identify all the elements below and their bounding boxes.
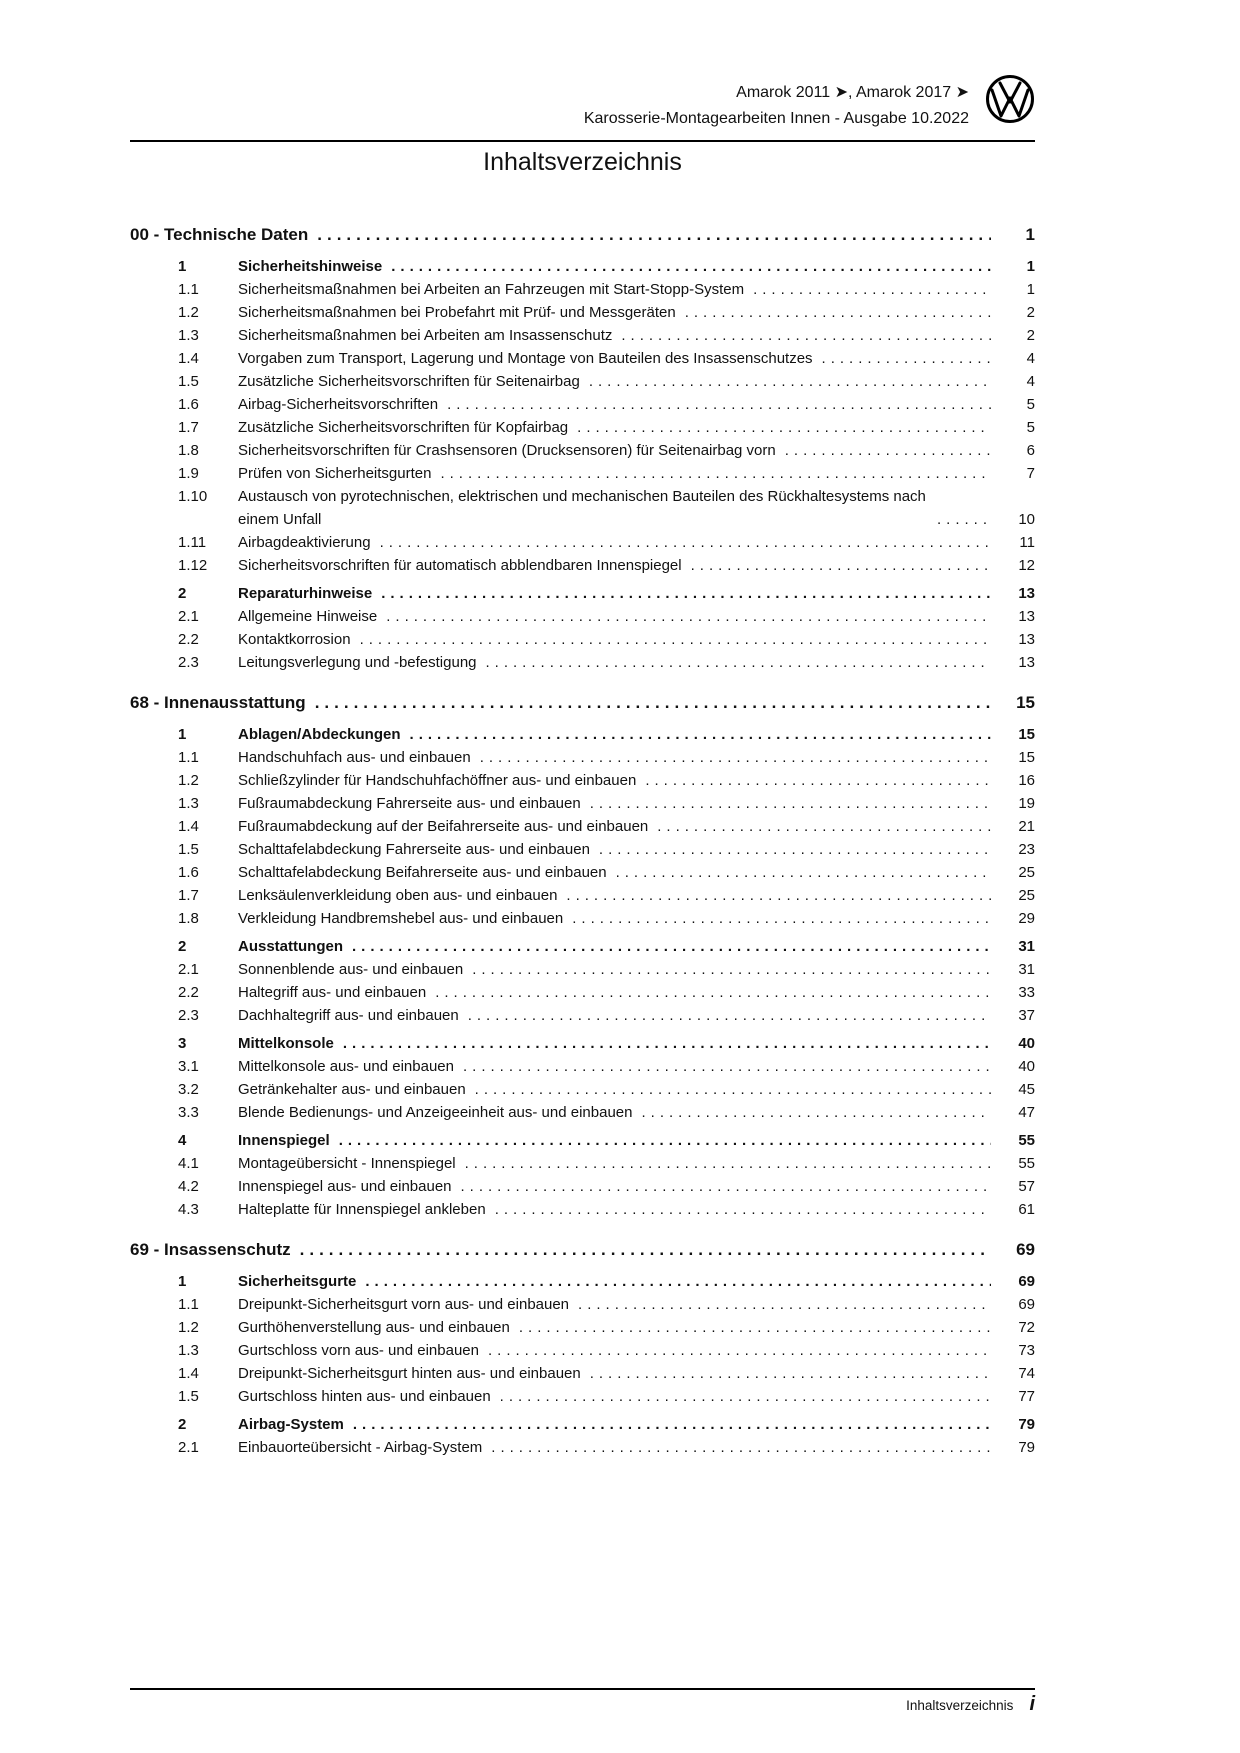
toc-entry-number: 4.3 bbox=[178, 1201, 199, 1218]
toc-page-number: 13 bbox=[1018, 654, 1035, 671]
toc-entry-title: Prüfen von Sicherheitsgurten bbox=[238, 465, 432, 482]
toc-entry-title: Airbag-System bbox=[238, 1416, 344, 1433]
toc-entry-title: Fußraumabdeckung auf der Beifahrerseite aus- und einbauen bbox=[238, 818, 649, 835]
toc-entry-number: 1.2 bbox=[178, 772, 199, 789]
dot-leader bbox=[440, 462, 991, 485]
dot-leader bbox=[590, 792, 991, 815]
toc-entry-row bbox=[130, 838, 1035, 861]
toc-entry-row bbox=[130, 1339, 1035, 1362]
toc-entry-title: Airbagdeaktivierung bbox=[238, 534, 371, 551]
toc-entry-title: Verkleidung Handbremshebel aus- und einbauen bbox=[238, 910, 564, 927]
toc-entry-number: 2 bbox=[178, 1416, 187, 1433]
toc-entry-number: 2.3 bbox=[178, 654, 199, 671]
toc-entry-row bbox=[130, 554, 1035, 577]
table-of-contents bbox=[130, 206, 1035, 1459]
toc-page-number: 15 bbox=[1018, 726, 1035, 743]
toc-entry-number: 2 bbox=[178, 938, 187, 955]
dot-leader bbox=[491, 1436, 991, 1459]
toc-entry-row bbox=[130, 958, 1035, 981]
dot-leader bbox=[657, 815, 991, 838]
toc-entry-title: Lenksäulenverkleidung oben aus- und einbauen bbox=[238, 887, 558, 904]
dot-leader bbox=[589, 370, 991, 393]
toc-entry-row bbox=[130, 255, 1035, 278]
dot-leader bbox=[785, 439, 991, 462]
toc-page-number: 4 bbox=[1026, 350, 1035, 367]
toc-entry-number: 1.3 bbox=[178, 1342, 199, 1359]
toc-entry-row bbox=[130, 981, 1035, 1004]
toc-page-number: 40 bbox=[1018, 1035, 1035, 1052]
dot-leader bbox=[317, 222, 991, 247]
toc-entry-number: 1.4 bbox=[178, 350, 199, 367]
toc-entry-number: 3.1 bbox=[178, 1058, 199, 1075]
toc-page-number: 31 bbox=[1018, 961, 1035, 978]
toc-entry-number: 1.2 bbox=[178, 304, 199, 321]
toc-entry-row bbox=[130, 861, 1035, 884]
toc-entry-row bbox=[130, 1270, 1035, 1293]
toc-entry-number: 2 bbox=[178, 585, 187, 602]
toc-entry-number: 1.6 bbox=[178, 864, 199, 881]
toc-entry-row bbox=[130, 1436, 1035, 1459]
toc-entry-row bbox=[130, 462, 1035, 485]
toc-entry-title: Austausch von pyrotechnischen, elektrischen und mechanischen Bauteilen des Rückhaltesystems nach einem Unfall bbox=[238, 488, 926, 528]
dot-leader bbox=[300, 1237, 991, 1262]
toc-entry-number: 1.7 bbox=[178, 887, 199, 904]
dot-leader bbox=[572, 907, 991, 930]
dot-leader bbox=[472, 958, 991, 981]
dot-leader bbox=[475, 1078, 991, 1101]
toc-entry-number: 4 bbox=[178, 1132, 187, 1149]
dot-leader bbox=[435, 981, 991, 1004]
toc-entry-number: 1.1 bbox=[178, 1296, 199, 1313]
toc-entry-row bbox=[130, 1032, 1035, 1055]
toc-page-number: 7 bbox=[1026, 465, 1035, 482]
toc-page-number: 40 bbox=[1018, 1058, 1035, 1075]
toc-entry-title: Sicherheitsvorschriften für Crashsensoren (Drucksensoren) für Seitenairbag vorn bbox=[238, 442, 776, 459]
toc-page-number: 33 bbox=[1018, 984, 1035, 1001]
toc-chapter-title: 68 - Innenausstattung bbox=[130, 693, 306, 712]
toc-entry-row bbox=[130, 605, 1035, 628]
toc-entry-title: Sicherheitsmaßnahmen bei Probefahrt mit Prüf- und Messgeräten bbox=[238, 304, 676, 321]
toc-entry-title: Dreipunkt-Sicherheitsgurt vorn aus- und einbauen bbox=[238, 1296, 570, 1313]
toc-entry-row bbox=[130, 1101, 1035, 1124]
toc-entry-row bbox=[130, 1078, 1035, 1101]
toc-page-number: 55 bbox=[1018, 1155, 1035, 1172]
toc-page-number: 79 bbox=[1018, 1439, 1035, 1456]
dot-leader bbox=[616, 861, 991, 884]
toc-entry-title: Zusätzliche Sicherheitsvorschriften für Kopfairbag bbox=[238, 419, 569, 436]
toc-entry-title: Fußraumabdeckung Fahrerseite aus- und einbauen bbox=[238, 795, 581, 812]
toc-entry-title: Sicherheitsmaßnahmen bei Arbeiten am Insassenschutz bbox=[238, 327, 613, 344]
dot-leader bbox=[410, 723, 991, 746]
toc-entry-title: Blende Bedienungs- und Anzeigeeinheit aus- und einbauen bbox=[238, 1104, 633, 1121]
toc-entry-row bbox=[130, 1129, 1035, 1152]
toc-entry-title: Allgemeine Hinweise bbox=[238, 608, 378, 625]
toc-entry-number: 1.3 bbox=[178, 327, 199, 344]
dot-leader bbox=[339, 1129, 991, 1152]
dot-leader bbox=[577, 416, 991, 439]
toc-entry-title: Getränkehalter aus- und einbauen bbox=[238, 1081, 466, 1098]
header-divider bbox=[130, 140, 1035, 142]
toc-entry-row bbox=[130, 324, 1035, 347]
toc-entry-number: 1.3 bbox=[178, 795, 199, 812]
toc-chapter-row bbox=[130, 222, 1035, 247]
toc-page-number: 37 bbox=[1018, 1007, 1035, 1024]
toc-entry-row bbox=[130, 1293, 1035, 1316]
dot-leader bbox=[447, 393, 991, 416]
toc-entry-row bbox=[130, 1175, 1035, 1198]
toc-entry-number: 2.1 bbox=[178, 961, 199, 978]
toc-entry-title: Sicherheitshinweise bbox=[238, 258, 383, 275]
toc-entry-title: Schließzylinder für Handschuhfachöffner aus- und einbauen bbox=[238, 772, 637, 789]
toc-entry-row bbox=[130, 582, 1035, 605]
toc-entry-row bbox=[130, 1152, 1035, 1175]
dot-leader bbox=[566, 884, 991, 907]
toc-entry-row bbox=[130, 746, 1035, 769]
toc-entry-row bbox=[130, 393, 1035, 416]
dot-leader bbox=[578, 1293, 991, 1316]
toc-entry-number: 1.12 bbox=[178, 557, 208, 574]
toc-page-number: 10 bbox=[1018, 511, 1035, 528]
dot-leader bbox=[480, 746, 991, 769]
dot-leader bbox=[500, 1385, 991, 1408]
toc-entry-number: 1.5 bbox=[178, 841, 199, 858]
toc-page-number: 25 bbox=[1018, 887, 1035, 904]
page-title: Inhaltsverzeichnis bbox=[483, 148, 682, 176]
header-text bbox=[584, 74, 969, 132]
toc-entry-row bbox=[130, 723, 1035, 746]
toc-chapter-row bbox=[130, 690, 1035, 715]
toc-page-number: 6 bbox=[1026, 442, 1035, 459]
toc-page-number: 69 bbox=[1018, 1296, 1035, 1313]
header-doc-line: Karosserie-Montagearbeiten Innen - Ausgabe 10.2022 bbox=[583, 110, 969, 127]
dot-leader bbox=[599, 838, 991, 861]
dot-leader bbox=[391, 255, 991, 278]
toc-entry-number: 1.5 bbox=[178, 373, 199, 390]
toc-entry-title: Handschuhfach aus- und einbauen bbox=[238, 749, 471, 766]
dot-leader bbox=[461, 1175, 991, 1198]
dot-leader bbox=[753, 278, 991, 301]
dot-leader bbox=[380, 531, 991, 554]
toc-page-number: 1 bbox=[1025, 225, 1035, 244]
toc-page-number: 12 bbox=[1018, 557, 1035, 574]
toc-entry-title: Einbauorteübersicht - Airbag-System bbox=[238, 1439, 483, 1456]
toc-entry-number: 1 bbox=[178, 1273, 187, 1290]
toc-page-number: 55 bbox=[1018, 1132, 1035, 1149]
toc-entry-number: 1 bbox=[178, 258, 187, 275]
toc-entry-row bbox=[130, 370, 1035, 393]
toc-page-number: 13 bbox=[1018, 608, 1035, 625]
toc-entry-title: Kontaktkorrosion bbox=[238, 631, 351, 648]
toc-chapter-title: 00 - Technische Daten bbox=[130, 225, 309, 244]
toc-page-number: 45 bbox=[1018, 1081, 1035, 1098]
dot-leader bbox=[645, 769, 991, 792]
toc-entry-number: 1 bbox=[178, 726, 187, 743]
toc-entry-row bbox=[130, 1004, 1035, 1027]
dot-leader bbox=[937, 508, 991, 531]
toc-entry-number: 1.1 bbox=[178, 281, 199, 298]
dot-leader bbox=[343, 1032, 991, 1055]
toc-entry-number: 1.7 bbox=[178, 419, 199, 436]
toc-entry-row bbox=[130, 884, 1035, 907]
header-model-line: Amarok 2011 ➤, Amarok 2017 ➤ bbox=[736, 84, 969, 101]
toc-entry-title: Mittelkonsole bbox=[238, 1035, 334, 1052]
toc-entry-row bbox=[130, 347, 1035, 370]
toc-entry-number: 1.5 bbox=[178, 1388, 199, 1405]
toc-page-number: 13 bbox=[1018, 585, 1035, 602]
page-footer bbox=[130, 1693, 1035, 1716]
toc-entry-title: Schalttafelabdeckung Fahrerseite aus- und einbauen bbox=[238, 841, 590, 858]
toc-entry-title: Sicherheitsgurte bbox=[238, 1273, 357, 1290]
toc-entry-row bbox=[130, 935, 1035, 958]
toc-page-number: 72 bbox=[1018, 1319, 1035, 1336]
toc-entry-title: Zusätzliche Sicherheitsvorschriften für Seitenairbag bbox=[238, 373, 580, 390]
toc-page-number: 13 bbox=[1018, 631, 1035, 648]
dot-leader bbox=[691, 554, 991, 577]
toc-entry-number: 3.2 bbox=[178, 1081, 199, 1098]
toc-entry-title: Sonnenblende aus- und einbauen bbox=[238, 961, 464, 978]
toc-entry-number: 4.1 bbox=[178, 1155, 199, 1172]
toc-entry-number: 3 bbox=[178, 1035, 187, 1052]
toc-entry-title: Sicherheitsvorschriften für automatisch abblendbaren Innenspiegel bbox=[238, 557, 682, 574]
toc-page-number: 19 bbox=[1018, 795, 1035, 812]
dot-leader bbox=[465, 1152, 991, 1175]
toc-page-number: 69 bbox=[1018, 1273, 1035, 1290]
toc-entry-row bbox=[130, 1055, 1035, 1078]
toc-entry-row bbox=[130, 792, 1035, 815]
toc-entry-row bbox=[130, 1385, 1035, 1408]
toc-entry-title: Mittelkonsole aus- und einbauen bbox=[238, 1058, 454, 1075]
toc-entry-title: Dachhaltegriff aus- und einbauen bbox=[238, 1007, 459, 1024]
toc-entry-row bbox=[130, 651, 1035, 674]
dot-leader bbox=[519, 1316, 991, 1339]
dot-leader bbox=[488, 1339, 991, 1362]
toc-page-number: 74 bbox=[1018, 1365, 1035, 1382]
toc-page-number: 29 bbox=[1018, 910, 1035, 927]
dot-leader bbox=[315, 690, 991, 715]
toc-page-number: 69 bbox=[1016, 1240, 1035, 1259]
toc-entry-title: Ausstattungen bbox=[238, 938, 343, 955]
toc-page-number: 23 bbox=[1018, 841, 1035, 858]
toc-page-number: 77 bbox=[1018, 1388, 1035, 1405]
toc-entry-title: Gurtschloss vorn aus- und einbauen bbox=[238, 1342, 479, 1359]
dot-leader bbox=[381, 582, 991, 605]
toc-page-number: 47 bbox=[1018, 1104, 1035, 1121]
toc-entry-row bbox=[130, 1413, 1035, 1436]
dot-leader bbox=[463, 1055, 991, 1078]
toc-entry-number: 1.4 bbox=[178, 818, 199, 835]
toc-entry-title: Schalttafelabdeckung Beifahrerseite aus- und einbauen bbox=[238, 864, 607, 881]
toc-entry-row bbox=[130, 1198, 1035, 1221]
toc-page-number: 57 bbox=[1018, 1178, 1035, 1195]
dot-leader bbox=[360, 628, 991, 651]
toc-entry-title: Sicherheitsmaßnahmen bei Arbeiten an Fahrzeugen mit Start-Stopp-System bbox=[238, 281, 745, 298]
toc-entry-title: Leitungsverlegung und -befestigung bbox=[238, 654, 477, 671]
toc-entry-title: Halteplatte für Innenspiegel ankleben bbox=[238, 1201, 486, 1218]
toc-entry-number: 1.4 bbox=[178, 1365, 199, 1382]
dot-leader bbox=[468, 1004, 991, 1027]
toc-entry-number: 1.6 bbox=[178, 396, 199, 413]
dot-leader bbox=[353, 1413, 991, 1436]
page-header bbox=[130, 74, 1035, 132]
toc-page-number: 1 bbox=[1026, 281, 1035, 298]
toc-entry-title: Dreipunkt-Sicherheitsgurt hinten aus- und einbauen bbox=[238, 1365, 581, 1382]
toc-page-number: 2 bbox=[1026, 327, 1035, 344]
vw-logo-icon bbox=[985, 74, 1035, 124]
toc-page-number: 61 bbox=[1018, 1201, 1035, 1218]
toc-entry-row bbox=[130, 907, 1035, 930]
toc-entry-number: 2.2 bbox=[178, 984, 199, 1001]
dot-leader bbox=[641, 1101, 991, 1124]
toc-entry-row bbox=[130, 628, 1035, 651]
dot-leader bbox=[486, 651, 991, 674]
toc-entry-number: 2.1 bbox=[178, 1439, 199, 1456]
toc-page-number: 15 bbox=[1016, 693, 1035, 712]
toc-entry-row bbox=[130, 485, 1035, 531]
toc-entry-number: 1.8 bbox=[178, 910, 199, 927]
toc-entry-number: 1.10 bbox=[178, 488, 208, 505]
toc-entry-number: 1.11 bbox=[178, 534, 207, 551]
footer-divider bbox=[130, 1688, 1035, 1690]
toc-entry-row bbox=[130, 416, 1035, 439]
toc-entry-title: Innenspiegel bbox=[238, 1132, 330, 1149]
toc-page-number: 4 bbox=[1026, 373, 1035, 390]
toc-entry-row bbox=[130, 1362, 1035, 1385]
toc-page-number: 21 bbox=[1018, 818, 1035, 835]
toc-entry-number: 1.2 bbox=[178, 1319, 199, 1336]
toc-page-number: 2 bbox=[1026, 304, 1035, 321]
toc-entry-number: 4.2 bbox=[178, 1178, 199, 1195]
toc-entry-number: 2.2 bbox=[178, 631, 199, 648]
toc-entry-row bbox=[130, 278, 1035, 301]
toc-entry-number: 3.3 bbox=[178, 1104, 199, 1121]
toc-page-number: 1 bbox=[1026, 258, 1035, 275]
toc-entry-title: Haltegriff aus- und einbauen bbox=[238, 984, 427, 1001]
toc-page-number: 15 bbox=[1018, 749, 1035, 766]
toc-page-number: 5 bbox=[1026, 396, 1035, 413]
toc-page-number: 79 bbox=[1018, 1416, 1035, 1433]
dot-leader bbox=[495, 1198, 991, 1221]
toc-entry-row bbox=[130, 769, 1035, 792]
toc-entry-title: Reparaturhinweise bbox=[238, 585, 373, 602]
dot-leader bbox=[386, 605, 991, 628]
toc-entry-row bbox=[130, 815, 1035, 838]
toc-entry-number: 1.1 bbox=[178, 749, 199, 766]
toc-entry-title: Airbag-Sicherheitsvorschriften bbox=[238, 396, 439, 413]
footer-label: Inhaltsverzeichnis bbox=[906, 1698, 1014, 1713]
toc-entry-title: Gurthöhenverstellung aus- und einbauen bbox=[238, 1319, 510, 1336]
toc-entry-title: Vorgaben zum Transport, Lagerung und Montage von Bauteilen des Insassenschutzes bbox=[238, 350, 813, 367]
footer-page-number: i bbox=[1029, 1693, 1035, 1715]
toc-entry-row bbox=[130, 301, 1035, 324]
toc-chapter-row bbox=[130, 1237, 1035, 1262]
toc-page-number: 11 bbox=[1019, 534, 1035, 551]
toc-entry-title: Innenspiegel aus- und einbauen bbox=[238, 1178, 452, 1195]
dot-leader bbox=[621, 324, 991, 347]
dot-leader bbox=[365, 1270, 991, 1293]
toc-entry-number: 1.9 bbox=[178, 465, 199, 482]
toc-page-number: 73 bbox=[1018, 1342, 1035, 1359]
toc-page-number: 25 bbox=[1018, 864, 1035, 881]
toc-entry-number: 1.8 bbox=[178, 442, 199, 459]
toc-entry-row bbox=[130, 1316, 1035, 1339]
dot-leader bbox=[352, 935, 991, 958]
dot-leader bbox=[685, 301, 991, 324]
toc-entry-row bbox=[130, 531, 1035, 554]
dot-leader bbox=[590, 1362, 991, 1385]
toc-page-number: 31 bbox=[1018, 938, 1035, 955]
toc-page-number: 16 bbox=[1018, 772, 1035, 789]
toc-entry-title: Montageübersicht - Innenspiegel bbox=[238, 1155, 456, 1172]
toc-entry-row bbox=[130, 439, 1035, 462]
toc-entry-title: Gurtschloss hinten aus- und einbauen bbox=[238, 1388, 491, 1405]
toc-entry-number: 2.1 bbox=[178, 608, 199, 625]
toc-chapter-title: 69 - Insassenschutz bbox=[130, 1240, 291, 1259]
toc-entry-title: Ablagen/Abdeckungen bbox=[238, 726, 401, 743]
toc-entry-number: 2.3 bbox=[178, 1007, 199, 1024]
dot-leader bbox=[822, 347, 991, 370]
toc-page-number: 5 bbox=[1026, 419, 1035, 436]
